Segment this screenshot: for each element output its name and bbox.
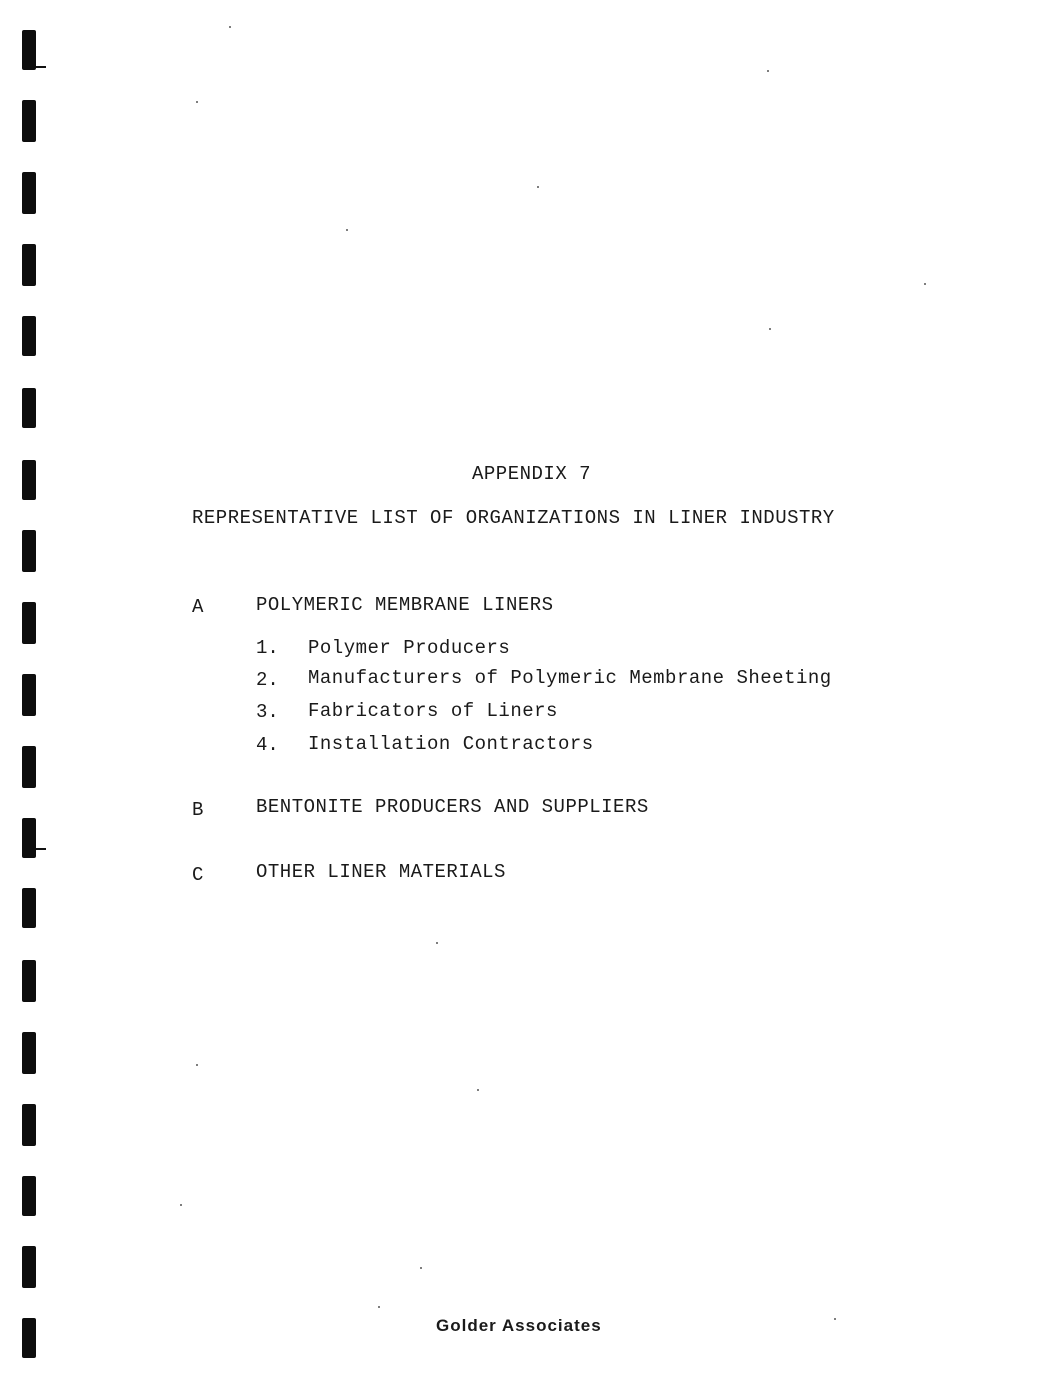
binder-mark — [22, 316, 36, 356]
company-footer: Golder Associates — [436, 1316, 602, 1335]
binder-tick — [36, 848, 46, 850]
binder-mark — [22, 172, 36, 214]
binder-mark — [22, 530, 36, 572]
binder-mark — [22, 244, 36, 286]
binder-mark — [22, 460, 36, 500]
scan-speck — [196, 1064, 198, 1066]
list-item-number: 1. — [256, 637, 279, 659]
binder-tick — [36, 66, 46, 68]
scan-speck — [180, 1204, 182, 1206]
section-heading: POLYMERIC MEMBRANE LINERS — [256, 594, 554, 616]
scan-speck — [767, 70, 769, 72]
section-letter: B — [192, 799, 204, 821]
section-letter: A — [192, 596, 204, 618]
binder-mark — [22, 818, 36, 858]
binder-mark — [22, 1246, 36, 1288]
binder-mark — [22, 960, 36, 1002]
list-item-number: 2. — [256, 669, 279, 691]
binder-mark — [22, 888, 36, 928]
binder-mark — [22, 674, 36, 716]
scan-speck — [769, 328, 771, 330]
binder-mark — [22, 1176, 36, 1216]
scan-speck — [436, 942, 438, 944]
binder-mark — [22, 1104, 36, 1146]
binder-mark — [22, 388, 36, 428]
section-letter: C — [192, 864, 204, 886]
list-item-number: 4. — [256, 734, 279, 756]
scan-speck — [346, 229, 348, 231]
scan-speck — [537, 186, 539, 188]
list-item-label: Manufacturers of Polymeric Membrane Sheeting — [308, 667, 832, 689]
scan-speck — [834, 1318, 836, 1320]
binder-mark — [22, 100, 36, 142]
scan-speck — [477, 1089, 479, 1091]
scan-speck — [420, 1267, 422, 1269]
scan-speck — [196, 101, 198, 103]
appendix-title: APPENDIX 7 — [472, 463, 592, 485]
list-item-label: Fabricators of Liners — [308, 700, 558, 722]
appendix-subtitle: REPRESENTATIVE LIST OF ORGANIZATIONS IN LINER INDUSTRY — [192, 507, 835, 529]
binder-mark — [22, 746, 36, 788]
list-item-label: Installation Contractors — [308, 733, 594, 755]
scan-speck — [229, 26, 231, 28]
section-heading: OTHER LINER MATERIALS — [256, 861, 506, 883]
binder-mark — [22, 1032, 36, 1074]
list-item-label: Polymer Producers — [308, 637, 511, 659]
binder-mark — [22, 30, 36, 70]
list-item-number: 3. — [256, 701, 279, 723]
scan-speck — [378, 1306, 380, 1308]
scan-speck — [924, 283, 926, 285]
section-heading: BENTONITE PRODUCERS AND SUPPLIERS — [256, 796, 649, 818]
binder-mark — [22, 602, 36, 644]
binder-mark — [22, 1318, 36, 1358]
